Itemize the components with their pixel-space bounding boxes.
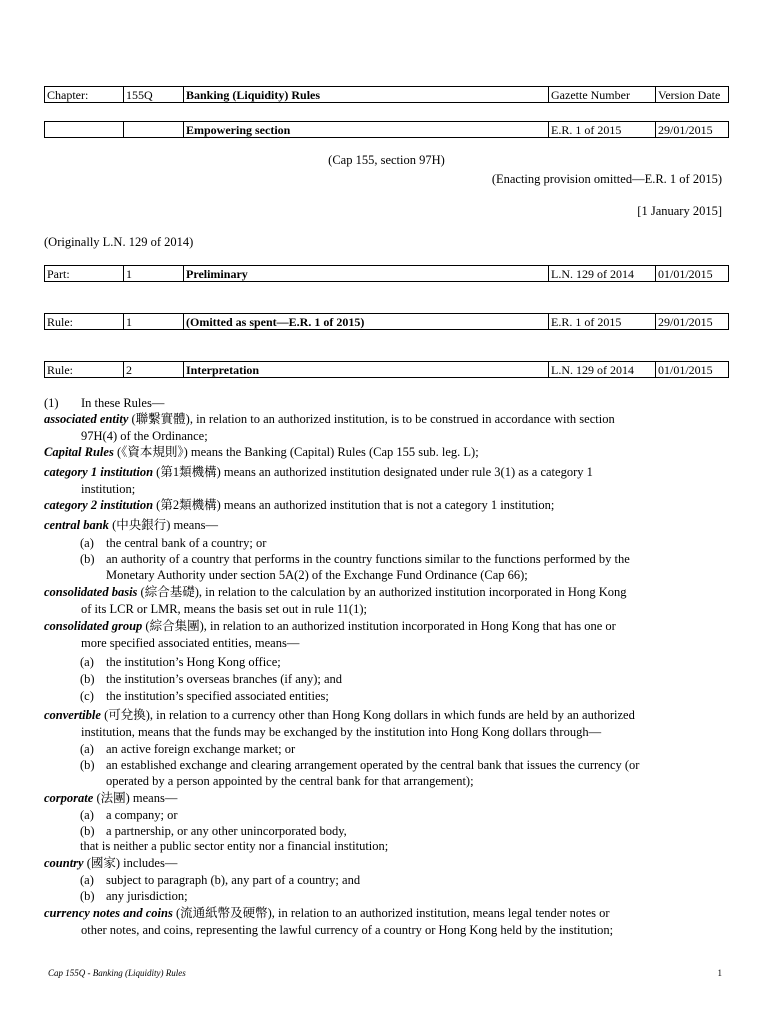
item-text: the institution’s overseas branches (if any); and	[106, 672, 343, 686]
text-category-2: means an authorized institution that is not a category 1 institution;	[220, 498, 555, 512]
definition-country	[44, 855, 723, 872]
rule1-number: 1	[124, 314, 184, 330]
footer-title: Cap 155Q - Banking (Liquidity) Rules	[48, 968, 186, 978]
term-central-bank: central bank	[44, 518, 109, 532]
item-text: operated by a person appointed by the central bank for that arrangement);	[106, 774, 474, 788]
enacting-provision: (Enacting provision omitted—E.R. 1 of 2015)	[491, 172, 722, 186]
chinese-associated-entity: (聯繫實體)	[131, 412, 190, 426]
chapter-title: Banking (Liquidity) Rules	[184, 87, 549, 103]
text-corporate: means—	[129, 791, 178, 805]
rule2-gazette: L.N. 129 of 2014	[549, 362, 656, 378]
text-country: includes—	[120, 856, 178, 870]
corporate-tail: that is neither a public sector entity nor a financial institution;	[80, 839, 389, 853]
text-category-1-2: institution;	[81, 481, 136, 496]
item-text: subject to paragraph (b), any part of a country; and	[106, 873, 361, 887]
chinese-capital-rules: (《資本規則》)	[116, 445, 188, 459]
text-currency-notes-2: other notes, and coins, representing the lawful currency of a country or Hong Kong held by the institution;	[81, 922, 614, 937]
empowering-cell-1	[45, 122, 124, 138]
definition-category-2	[44, 497, 723, 514]
definition-associated-entity	[44, 411, 723, 444]
commencement-date: [1 January 2015]	[637, 204, 722, 218]
item-label: (a)	[80, 742, 94, 756]
text-currency-notes-1: , in relation to an authorized institution, means legal tender notes or	[271, 906, 610, 920]
definition-convertible	[44, 707, 723, 740]
item-text: any jurisdiction;	[106, 889, 188, 903]
part-label: Part:	[45, 266, 124, 282]
page-number: 1	[717, 968, 722, 978]
rule1-label: Rule:	[45, 314, 124, 330]
definition-corporate	[44, 790, 723, 807]
subrule-label: (1)	[44, 396, 59, 410]
text-consolidated-group-1: , in relation to an authorized institution incorporated in Hong Kong that has one or	[203, 619, 616, 633]
part-header-table	[44, 265, 729, 282]
rule2-date: 01/01/2015	[656, 362, 729, 378]
term-category-1: category 1 institution	[44, 465, 154, 479]
text-convertible-1: , in relation to a currency other than Hong Kong dollars in which funds are held by an authorized	[149, 708, 635, 722]
item-label: (a)	[80, 536, 94, 550]
item-text: a partnership, or any other unincorporated body,	[106, 824, 347, 838]
chinese-country: (國家)	[86, 856, 121, 870]
definition-consolidated-basis	[44, 584, 723, 617]
term-corporate: corporate	[44, 791, 94, 805]
text-consolidated-group-2: more specified associated entities, means—	[81, 635, 300, 650]
definition-category-1	[44, 464, 723, 497]
chinese-category-1: (第1類機構)	[156, 465, 221, 479]
definition-consolidated-group	[44, 618, 723, 651]
empowering-header-table	[44, 121, 729, 138]
definition-capital-rules	[44, 444, 723, 461]
chinese-consolidated-basis: (綜合基礎)	[140, 585, 199, 599]
item-text: the central bank of a country; or	[106, 536, 267, 550]
item-text: Monetary Authority under section 5A(2) of the Exchange Fund Ordinance (Cap 66);	[106, 568, 528, 582]
term-currency-notes: currency notes and coins	[44, 906, 173, 920]
text-central-bank: means—	[170, 518, 218, 532]
chinese-corporate: (法團)	[96, 791, 130, 805]
chinese-currency-notes: (流通紙幣及硬幣)	[175, 906, 272, 920]
part-date: 01/01/2015	[656, 266, 729, 282]
term-category-2: category 2 institution	[44, 498, 154, 512]
text-associated-entity-2: 97H(4) of the Ordinance;	[81, 428, 208, 443]
item-label: (b)	[80, 889, 95, 903]
chinese-convertible: (可兌換)	[104, 708, 150, 722]
item-label: (a)	[80, 873, 94, 887]
item-label: (a)	[80, 808, 94, 822]
text-convertible-2: institution, means that the funds may be exchanged by the institution into Hong Kong dollars through—	[81, 724, 602, 739]
item-text: an active foreign exchange market; or	[106, 742, 296, 756]
item-text: the institution’s specified associated entities;	[106, 689, 329, 703]
term-associated-entity: associated entity	[44, 412, 129, 426]
term-convertible: convertible	[44, 708, 101, 722]
empowering-date: 29/01/2015	[656, 122, 729, 138]
text-capital-rules: means the Banking (Capital) Rules (Cap 155 sub. leg. L);	[187, 445, 479, 459]
rule2-title: Interpretation	[184, 362, 549, 378]
text-consolidated-basis-2: of its LCR or LMR, means the basis set out in rule 11(1);	[81, 601, 367, 616]
part-number: 1	[124, 266, 184, 282]
text-consolidated-basis-1: , in relation to the calculation by an authorized institution incorporated in Hong Kong	[198, 585, 627, 599]
text-associated-entity-1: , in relation to an authorized institution, is to be construed in accordance with section	[189, 412, 615, 426]
item-text: a company; or	[106, 808, 178, 822]
part-title: Preliminary	[184, 266, 549, 282]
text-category-1-1: means an authorized institution designated under rule 3(1) as a category 1	[220, 465, 593, 479]
term-capital-rules: Capital Rules	[44, 445, 114, 459]
chapter-label: Chapter:	[45, 87, 124, 103]
item-text: an authority of a country that performs in the country functions similar to the functions performed by the	[106, 552, 630, 566]
chinese-consolidated-group: (綜合集團)	[145, 619, 204, 633]
rule2-number: 2	[124, 362, 184, 378]
chinese-category-2: (第2類機構)	[156, 498, 221, 512]
item-text: an established exchange and clearing arrangement operated by the central bank that issues the currency (or	[106, 758, 640, 772]
rule2-label: Rule:	[45, 362, 124, 378]
empowering-cell-2	[124, 122, 184, 138]
empowering-gazette: E.R. 1 of 2015	[549, 122, 656, 138]
chapter-number: 155Q	[124, 87, 184, 103]
rule1-title: (Omitted as spent—E.R. 1 of 2015)	[184, 314, 549, 330]
item-text: the institution’s Hong Kong office;	[106, 655, 281, 669]
rule2-header-table	[44, 361, 729, 378]
item-label: (b)	[80, 824, 95, 838]
originally-note: (Originally L.N. 129 of 2014)	[44, 235, 194, 249]
item-label: (b)	[80, 758, 95, 772]
term-consolidated-basis: consolidated basis	[44, 585, 138, 599]
rule1-header-table	[44, 313, 729, 330]
version-date-header: Version Date	[656, 87, 729, 103]
subrule-intro: In these Rules—	[81, 396, 165, 410]
gazette-number-header: Gazette Number	[549, 87, 656, 103]
definition-currency-notes	[44, 905, 723, 938]
chapter-header-table	[44, 86, 729, 103]
part-gazette: L.N. 129 of 2014	[549, 266, 656, 282]
empowering-title: Empowering section	[184, 122, 549, 138]
definition-central-bank	[44, 517, 723, 534]
chinese-central-bank: (中央銀行)	[112, 518, 171, 532]
item-label: (b)	[80, 552, 95, 566]
term-consolidated-group: consolidated group	[44, 619, 143, 633]
item-label: (c)	[80, 689, 94, 703]
cap-reference: (Cap 155, section 97H)	[328, 153, 445, 167]
rule1-date: 29/01/2015	[656, 314, 729, 330]
term-country: country	[44, 856, 84, 870]
item-label: (b)	[80, 672, 95, 686]
rule1-gazette: E.R. 1 of 2015	[549, 314, 656, 330]
item-label: (a)	[80, 655, 94, 669]
